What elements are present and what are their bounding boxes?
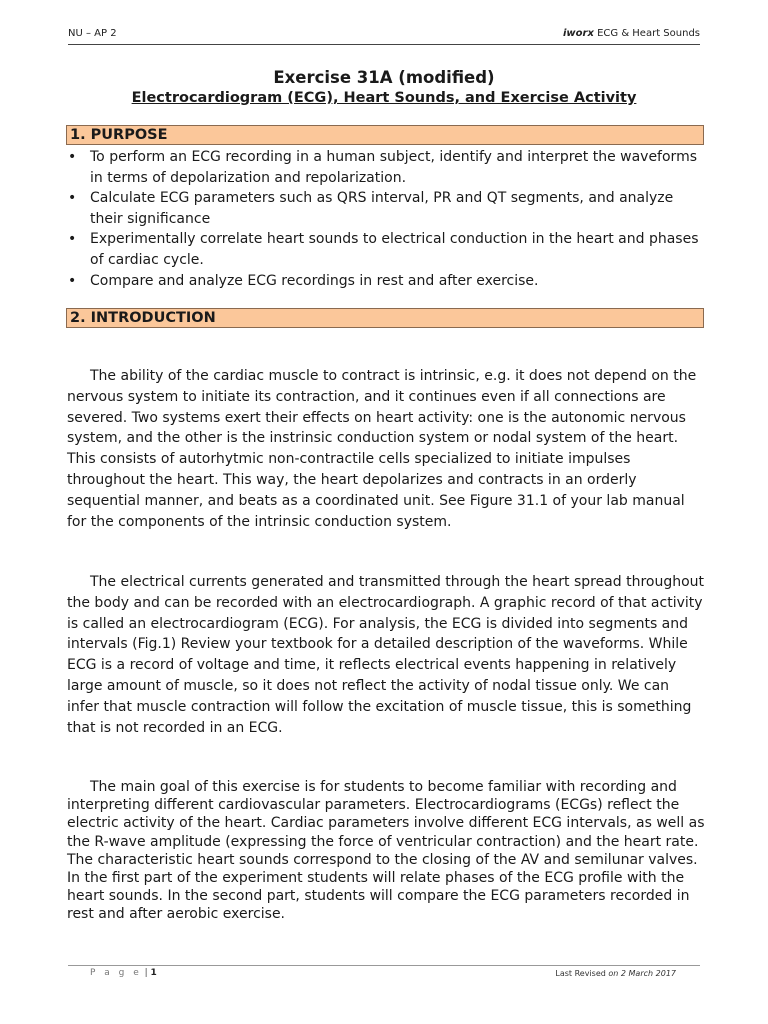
page-title: Exercise 31A (modified)	[273, 68, 495, 87]
intro-paragraph-3: The main goal of this exercise is for students to become familiar with recording and interpreting different cardiovascular parameters. Electrocardiograms (ECGs) reflect the electric activity of the heart. Cardiac parameters involve different ECG intervals, as well as the R-wave amplitude (expressing the force of ventricular contraction) and the heart rate. The characteristic heart sounds correspond to the closing of the AV and semilunar valves. In the first part of the experiment students will relate phases of the ECG profile with the heart sounds. In the second part, students will compare the ECG parameters recorded in rest and after aerobic exercise.	[67, 779, 705, 923]
header-course: NU – AP 2	[68, 28, 117, 39]
footer-page-num: 1	[150, 968, 157, 978]
list-item-text: Compare and analyze ECG recordings in rest and after exercise.	[90, 272, 539, 289]
footer-revised	[555, 969, 676, 978]
section-heading-purpose: 1. PURPOSE	[66, 125, 704, 145]
footer-separator: |	[141, 968, 151, 978]
footer-revised-date: on 2 March 2017	[608, 969, 676, 978]
list-item	[66, 147, 706, 188]
header-brand: iworx	[562, 28, 594, 39]
bullet-icon: •	[68, 272, 77, 289]
header-title	[563, 28, 700, 39]
list-item	[66, 229, 706, 270]
bullet-icon: •	[68, 149, 77, 165]
header-rule	[68, 44, 700, 45]
list-item-text: Calculate ECG parameters such as QRS interval, PR and QT segments, and analyze their significance	[90, 190, 674, 227]
footer-revised-label: Last Revised	[555, 969, 609, 978]
bullet-icon: •	[68, 190, 77, 207]
footer-page-number	[90, 968, 157, 978]
footer-rule	[68, 965, 700, 966]
page-subtitle: Electrocardiogram (ECG), Heart Sounds, and Exercise Activity	[131, 90, 637, 106]
page-header	[68, 28, 700, 44]
list-item	[66, 271, 706, 292]
list-item-text: To perform an ECG recording in a human subject, identify and interpret the waveforms in terms of depolarization and repolarization.	[90, 149, 697, 186]
intro-paragraph-1: The ability of the cardiac muscle to contract is intrinsic, e.g. it does not depend on the nervous system to initiate its contraction, and it continues even if all connections are severed. Two systems exert their effects on heart activity: one is the autonomic nervous system, and the other is the instrinsic conduction system or nodal system of the heart. This consists of autorhytmic non-contractile cells specialized to initiate impulses throughout the heart. This way, the heart depolarizes and contracts in an orderly sequential manner, and beats as a coordinated unit. See Figure 31.1 of your lab manual for the components of the intrinsic conduction system.	[67, 368, 697, 530]
list-item-text: Experimentally correlate heart sounds to electrical conduction in the heart and phases of cardiac cycle.	[90, 231, 699, 268]
footer-page-word: P a g e	[90, 968, 142, 978]
header-topic: ECG & Heart Sounds	[593, 28, 700, 39]
section-heading-introduction: 2. INTRODUCTION	[66, 308, 704, 328]
intro-paragraph-2: The electrical currents generated and transmitted through the heart spread throughout the body and can be recorded with an electrocardiograph. A graphic record of that activity is called an electrocardiogram (ECG). For analysis, the ECG is divided into segments and intervals (Fig.1) Review your textbook for a detailed description of the waveforms. While ECG is a record of voltage and time, it reflects electrical events happening in relatively large amount of muscle, so it does not reflect the activity of nodal tissue only. We can infer that muscle contraction will follow the excitation of muscle tissue, this is something that is not recorded in an ECG.	[67, 574, 705, 736]
bullet-icon: •	[68, 231, 77, 248]
purpose-list	[66, 147, 706, 291]
list-item	[66, 188, 706, 229]
